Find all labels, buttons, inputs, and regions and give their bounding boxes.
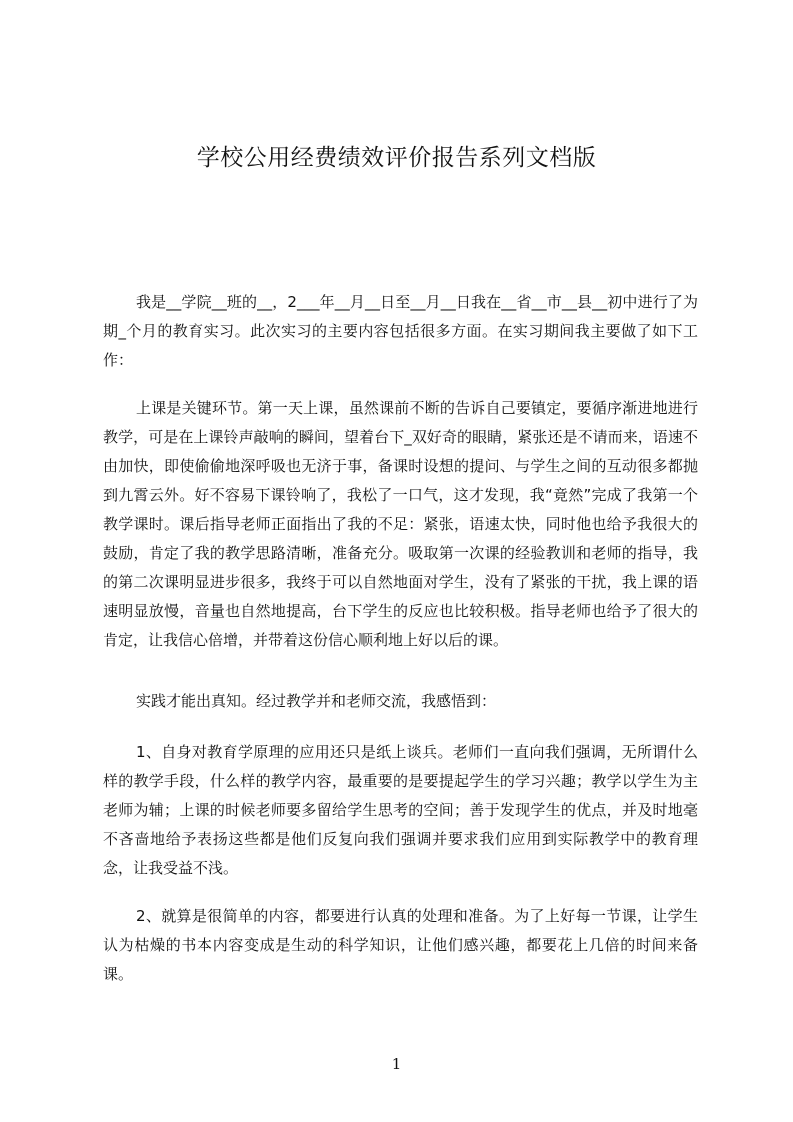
paragraph-text: 我是__学院__班的__，2___年__月__日至__月__日我在__省__市__县__初中进行了为期_个月的教育实习。此次实习的主要内容包括很多方面。在实习期间我主要做了如下工作：	[103, 293, 698, 369]
document-title: 学校公用经费绩效评价报告系列文档版	[196, 145, 597, 171]
paragraph-reflection-intro	[103, 687, 698, 716]
page-number: 1	[391, 1055, 402, 1073]
paragraph-text: 实践才能出真知。经过教学并和老师交流，我感悟到：	[136, 692, 497, 710]
paragraph-point-two	[103, 902, 698, 989]
paragraph-point-one	[103, 738, 698, 883]
paragraph-teaching-experience	[103, 394, 698, 655]
paragraph-internship-intro	[103, 288, 698, 375]
paragraph-text: 2、就算是很简单的内容，都要进行认真的处理和准备。为了上好每一节课，让学生认为枯燥的书本内容变成是生动的科学知识，让他们感兴趣，都要花上几倍的时间来备课。	[103, 907, 698, 983]
paragraph-text: 1、自身对教育学原理的应用还只是纸上谈兵。老师们一直向我们强调，无所谓什么样的教学手段，什么样的教学内容，最重要的是要提起学生的学习兴趣；教学以学生为主老师为辅；上课的时候老师要多留给学生思考的空间；善于发现学生的优点，并及时地毫不吝啬地给予表扬这些都是他们反复向我们强调并要求我们应用到实际教学中的教育理念，让我受益不浅。	[103, 743, 698, 877]
paragraph-text: 上课是关键环节。第一天上课，虽然课前不断的告诉自己要镇定，要循序渐进地进行教学，可是在上课铃声敲响的瞬间，望着台下_双好奇的眼睛，紧张还是不请而来，语速不由加快，即使偷偷地深呼吸也无济于事，备课时设想的提问、与学生之间的互动很多都抛到九霄云外。好不容易下课铃响了，我松了一口气，这才发现，我“竟然”完成了我第一个教学课时。课后指导老师正面指出了我的不足：紧张，语速太快，同时他也给予我很大的鼓励，肯定了我的教学思路清晰，准备充分。吸取第一次课的经验教训和老师的指导，我的第二次课明显进步很多，我终于可以自然地面对学生，没有了紧张的干扰，我上课的语速明显放慢，音量也自然地提高，台下学生的反应也比较积极。指导老师也给予了很大的肯定，让我信心倍增，并带着这份信心顺利地上好以后的课。	[103, 399, 698, 649]
